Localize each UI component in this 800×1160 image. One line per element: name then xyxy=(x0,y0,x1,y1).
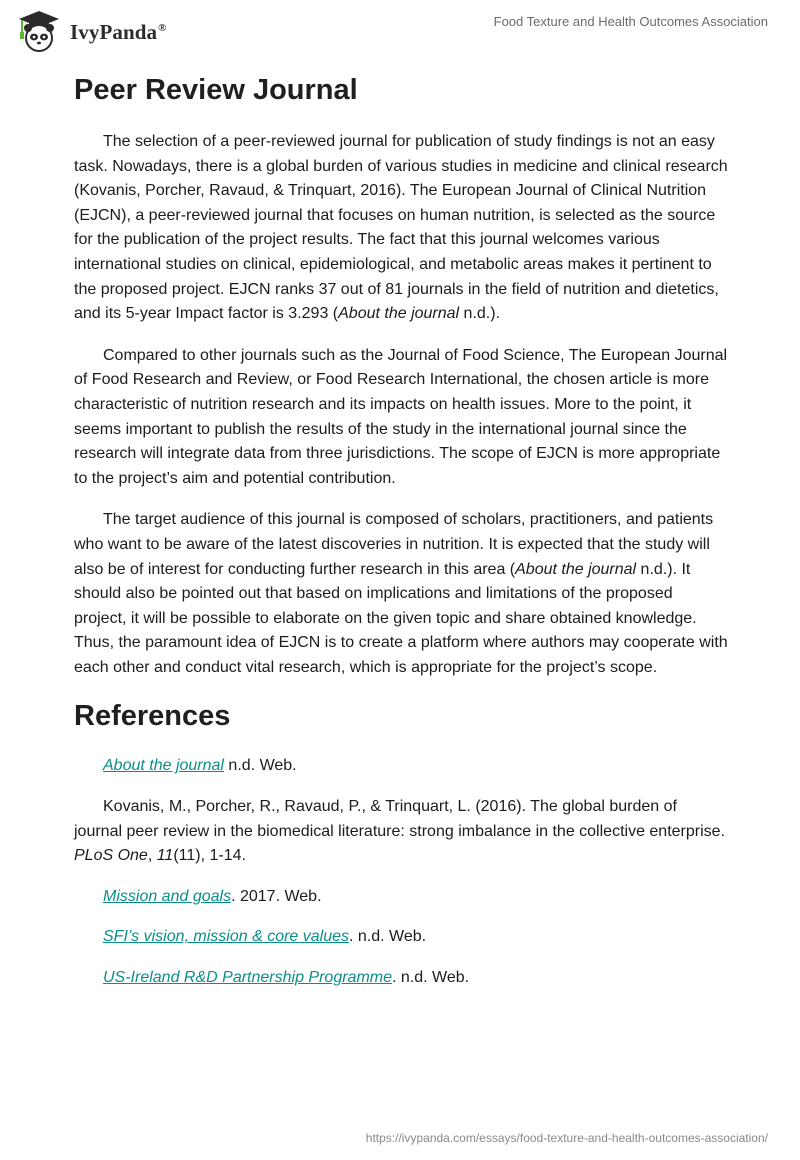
brand-logo[interactable] xyxy=(14,9,167,55)
reference-item: About the journal n.d. Web. xyxy=(103,757,297,775)
paragraph-1: The selection of a peer-reviewed journal for publication of study findings is not an easy task. Nowadays, there is a global burden of various studies in medicine and clinical research (Kovanis, Porcher, Ravaud, & Trinquart, 2016). The European Journal of Clinical Nutrition (EJCN), a peer-reviewed journal that focuses on human nutrition, is selected as the source for the publication of the project results. The fact that this journal welcomes various international studies on clinical, epidemiological, and metabolic areas makes it pertinent to the proposed project. EJCN ranks 37 out of 81 journals in the field of nutrition and dietetics, and its 5-year Impact factor is 3.293 (About the journal n.d.). xyxy=(74,133,728,323)
footer-url[interactable]: https://ivypanda.com/essays/food-texture-and-health-outcomes-association/ xyxy=(365,1131,768,1145)
brand-name: IvyPanda® xyxy=(70,19,167,44)
reference-item: Kovanis, M., Porcher, R., Ravaud, P., & Trinquart, L. (2016). The global burden of journal peer review in the biomedical literature: strong imbalance in the collective enterprise. PLoS One, 11(11), 1-14. xyxy=(74,798,725,865)
paragraph-2: Compared to other journals such as the Journal of Food Science, The European Journal of Food Research and Review, or Food Research International, the chosen article is more characteristic of nutrition research and its impacts on health issues. More to the point, it seems important to publish the results of the study in the international journal since the research will integrate data from three jurisdictions. The scope of EJCN is more appropriate to the project’s aim and potential contribution. xyxy=(74,346,728,487)
panda-graduate-icon xyxy=(14,9,64,55)
reference-item: SFI’s vision, mission & core values. n.d. Web. xyxy=(103,928,427,946)
reference-link[interactable]: US-Ireland R&D Partnership Programme xyxy=(103,969,392,987)
document-header-title: Food Texture and Health Outcomes Association xyxy=(493,14,768,29)
reference-link[interactable]: Mission and goals xyxy=(103,887,232,905)
article-content xyxy=(74,72,728,1007)
paragraph-3: The target audience of this journal is composed of scholars, practitioners, and patients who want to be aware of the latest discoveries in nutrition. It is expected that the study will also be of interest for conducting further research in this area (About the journal n.d.). It should also be pointed out that based on implications and limitations of the proposed project, it will be possible to elaborate on the given topic and share obtained knowledge. Thus, the paramount idea of EJCN is to create a platform where authors may cooperate with each other and conduct vital research, which is appropriate for the project’s scope. xyxy=(74,511,728,676)
reference-link[interactable]: SFI’s vision, mission & core values xyxy=(103,928,350,946)
reference-item: Mission and goals. 2017. Web. xyxy=(103,887,322,905)
references-heading: References xyxy=(74,700,231,733)
page-title: Peer Review Journal xyxy=(74,74,358,106)
reference-link[interactable]: About the journal xyxy=(103,757,224,775)
reference-item: US-Ireland R&D Partnership Programme. n.d. Web. xyxy=(103,969,470,987)
